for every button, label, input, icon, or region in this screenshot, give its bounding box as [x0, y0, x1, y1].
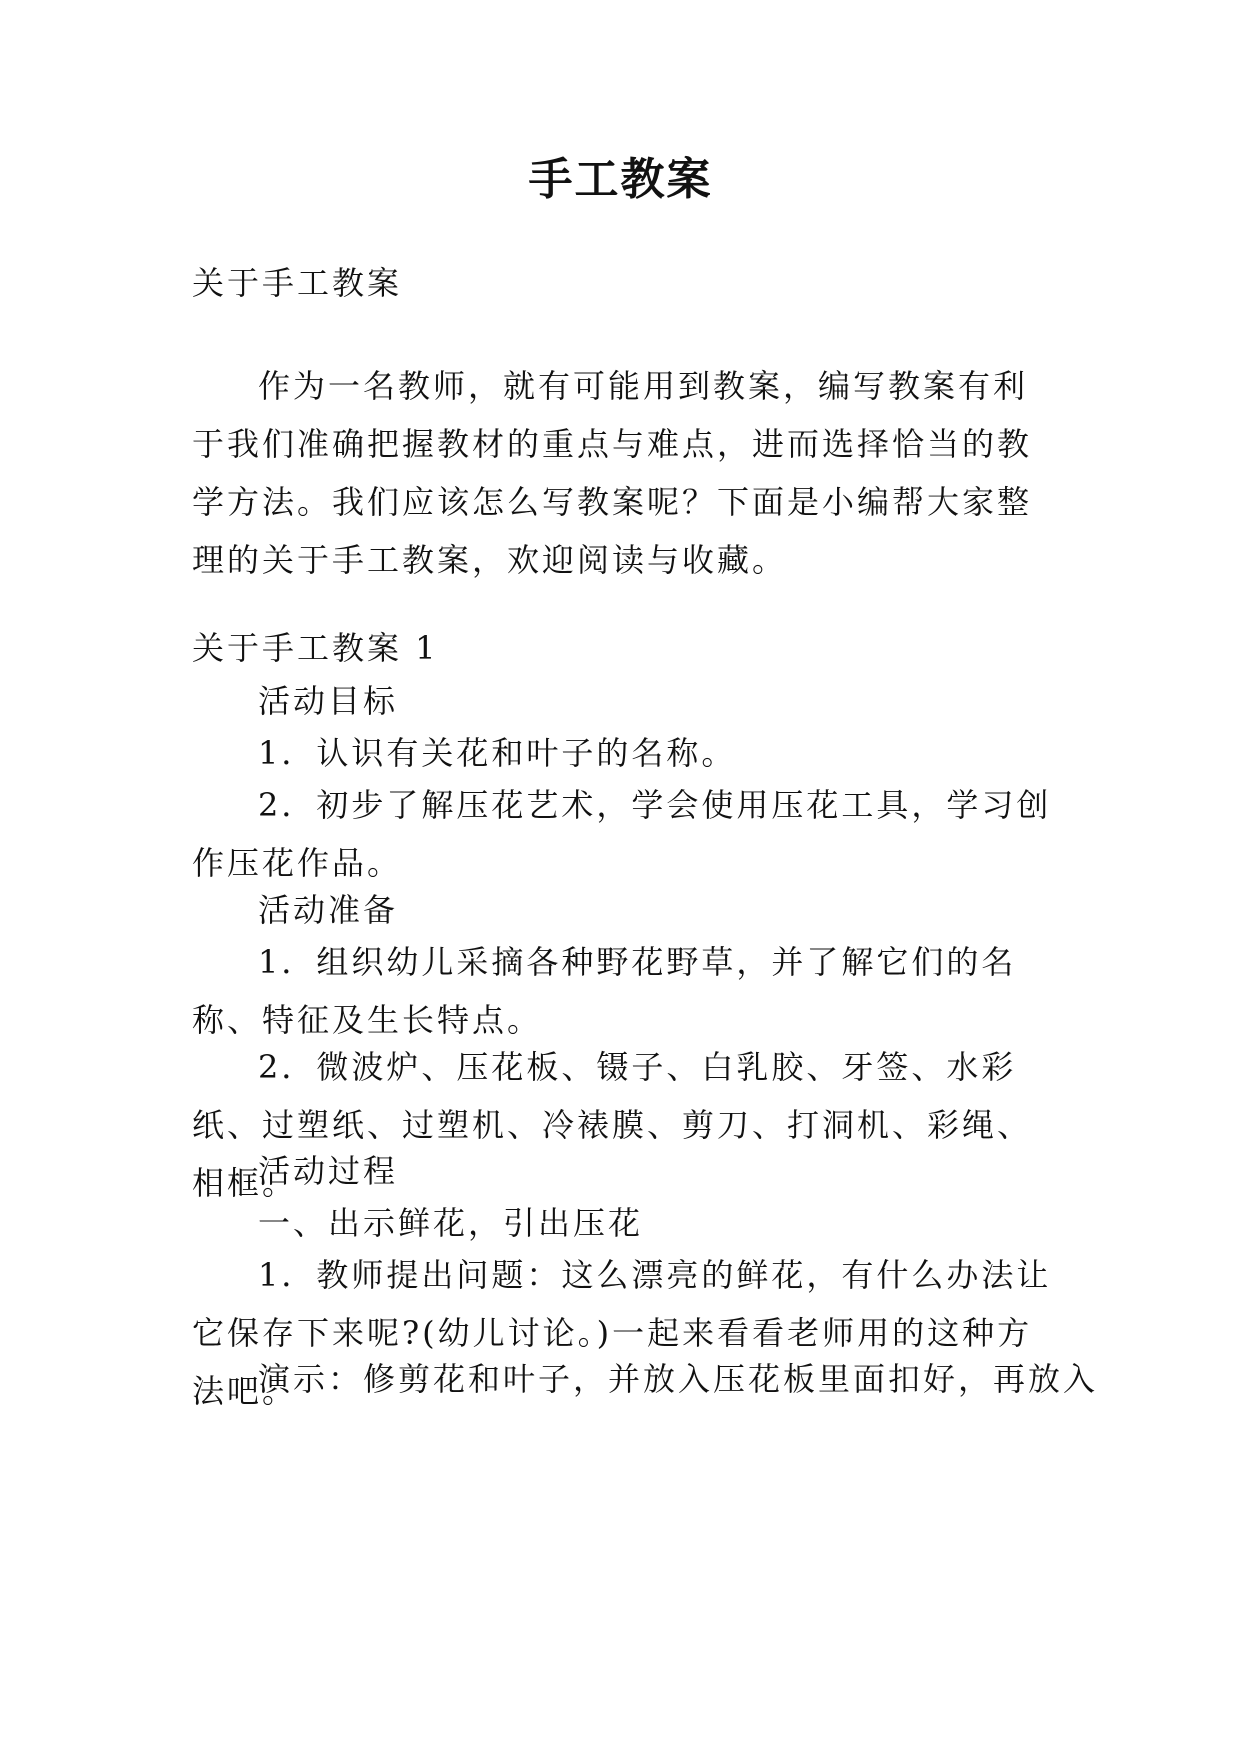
prep-item-2: 2．微波炉、压花板、镊子、白乳胶、牙签、水彩纸、过塑纸、过塑机、冷裱膜、剪刀、打洞机、彩绳、相框。: [192, 1048, 1033, 1202]
prep-heading: 活动准备: [258, 891, 399, 929]
demo-text: 演示：修剪花和叶子，并放入压花板里面扣好，再放入: [258, 1360, 1099, 1398]
document-title: 手工教案: [528, 154, 713, 205]
goal-item-1: 1．认识有关花和叶子的名称。: [258, 734, 737, 772]
goal-item-2: 2．初步了解压花艺术，学会使用压花工具，学习创作压花作品。: [192, 786, 1052, 882]
goal-heading: 活动目标: [258, 682, 399, 720]
prep-item-1: 1．组织幼儿采摘各种野花野草，并了解它们的名称、特征及生长特点。: [192, 943, 1017, 1039]
step-item-1: 1．教师提出问题：这么漂亮的鲜花，有什么办法让它保存下来呢?(幼儿讨论。)一起来看看老师用的这种方法吧。: [192, 1256, 1052, 1410]
step-heading: 一、出示鲜花，引出压花: [258, 1204, 644, 1242]
document-subtitle: 关于手工教案: [192, 264, 403, 302]
section-heading: 关于手工教案 1: [192, 629, 439, 667]
intro-paragraph: 作为一名教师，就有可能用到教案，编写教案有利于我们准确把握教材的重点与难点，进而选择恰当的教学方法。我们应该怎么写教案呢？下面是小编帮大家整理的关于手工教案，欢迎阅读与收藏。: [192, 367, 1033, 579]
process-heading: 活动过程: [258, 1152, 399, 1190]
